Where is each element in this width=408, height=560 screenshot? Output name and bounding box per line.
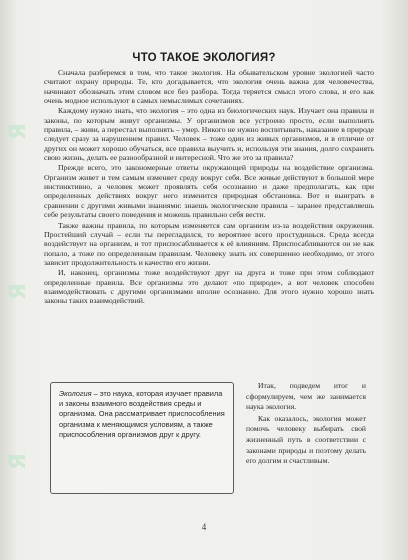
- definition-text: [59, 389, 225, 440]
- page-number: 4: [201, 522, 207, 532]
- paragraph: Сначала разберемся в том, что такое экология. На обывательском уровне экологией часто считают охрану природы. Те, кто догадывается, что экология очень важна для человечества, начинают обозначать этим словом все без разбора. Тогда теряется смысл этого слова, и его как очень модное используют в самых немыслимых сочетаниях.: [44, 68, 374, 106]
- paragraph: Прежде всего, это закономерные ответы окружающей природы на воздействие организма. Организм живет и тем самым изменяет среду вокруг себя. Все живые действуют в большой мере инстинктивно, а человек может проявлять себя осознанно и даже предполагать, как при определенных действиях вокруг него изменится природная обстановка. Вот и выиграть в сравнении с другими живыми знаниями: знаешь экологические правила – заранее представляешь себе результаты своего поведения и можешь правильно себя вести.: [44, 163, 374, 220]
- conclusion-paragraph: Как оказалось, экология может помочь человеку выбирать свой жизненный путь в соответствии с законами природы и поэтому делать его долгим и счастливым.: [246, 413, 366, 466]
- paragraph: Каждому нужно знать, что экология – это одна из биологических наук. Изучает она правила и законы, по которым живут организмы. У организмов все устроено просто, если выполнять правила, – живи, а перестал выполнять – умер. Никого не нужно воспитывать, наказание в природе следует сразу за нарушением правил. Человек – тоже один из живых организмов, и в отличие от других он может хорошо обучаться, все правила выучить и, используя эти знания, долго сохранять свою жизнь, делать ее разнообразной и интересной. Что же это за правила?: [44, 106, 374, 163]
- watermark: Я: [6, 453, 31, 470]
- page-title: ЧТО ТАКОЕ ЭКОЛОГИЯ?: [132, 52, 276, 64]
- conclusion-column: [246, 381, 366, 468]
- conclusion-paragraph: Итак, подведем итог и сформулируем, чем же занимается наука экология.: [246, 381, 366, 412]
- definition-body: – это наука, которая изучает правила и законы взаимного воздействия среды и организма. Она рассматривает приспособления организма к меняющимся условиям, а также приспособления организмов друг к другу.: [59, 389, 225, 439]
- main-text: [44, 68, 374, 307]
- definition-box: [50, 382, 234, 494]
- watermark: Я: [6, 123, 31, 140]
- paragraph: И, наконец, организмы тоже воздействуют друг на друга и тоже при этом соблюдают определенные правила. Все организмы это делают «по природе», а вот человек способен взаимодействовать с другими организмами вполне осознанно. Для этого нужно хорошо знать законы таких взаимодействий.: [44, 268, 374, 306]
- definition-term: Экология: [59, 389, 92, 398]
- paragraph: Также важны правила, по которым изменяется сам организм из-за воздействия окружения. Простейший случай – если ты перегладился, то вероятнее всего простудишься. Среда всегда воздействует на организм, и тот приспосабливается к её влияниям. Приспосабливаются он не как попало, а тоже по определенным правилам. Человеку знать их совершенно необходимо, от этого зависит продолжительность и качество его жизни.: [44, 220, 374, 267]
- watermark: Я: [6, 283, 31, 300]
